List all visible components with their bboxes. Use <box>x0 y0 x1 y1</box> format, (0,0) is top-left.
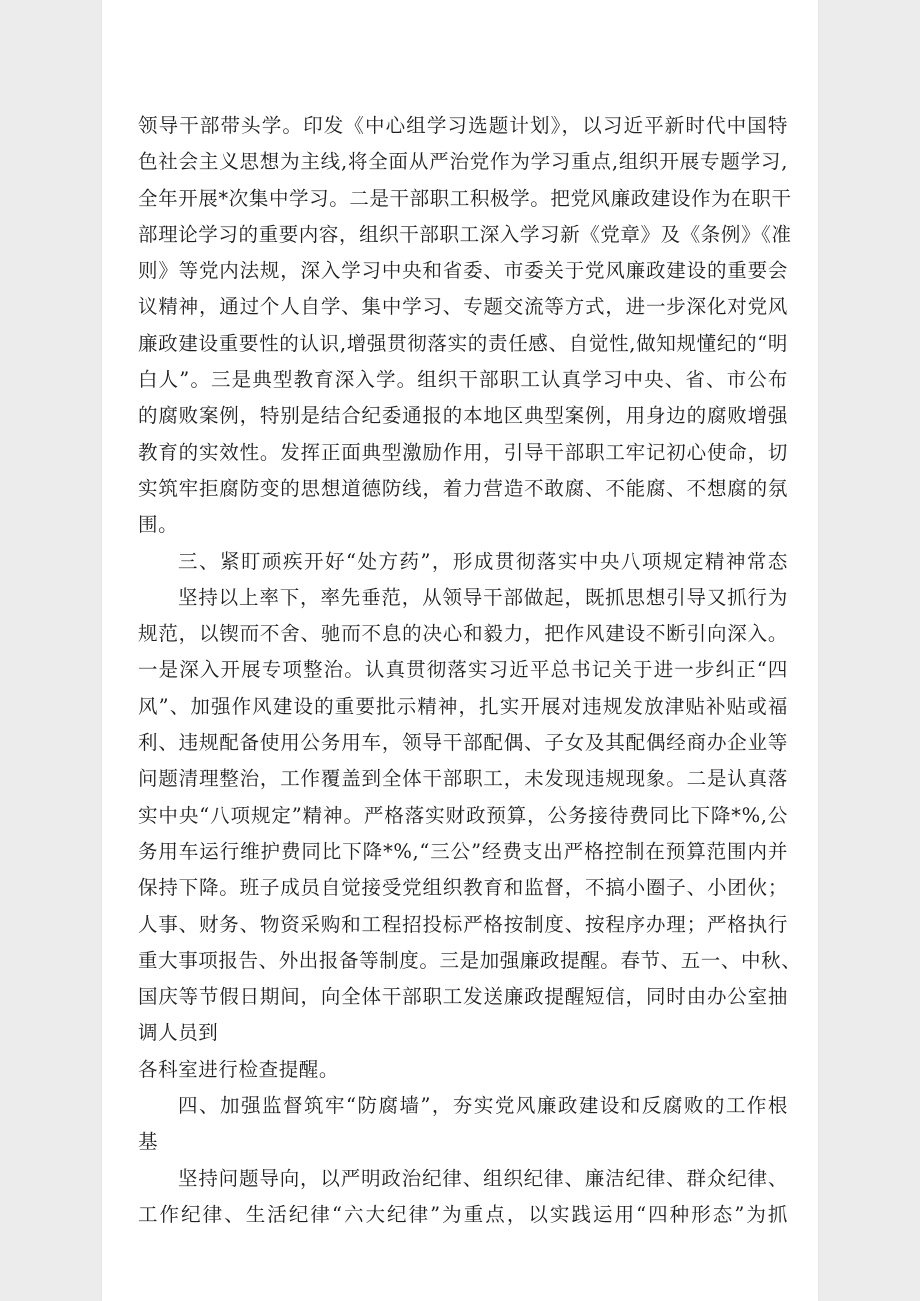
section-heading-3: 三、紧盯顽疾开好“处方药”，形成贯彻落实中央八项规定精神常态 <box>178 549 788 573</box>
document-body <box>138 108 802 1233</box>
text-line: 国庆等节假日期间，向全体干部职工发送廉政提醒短信，同时由办公室抽 <box>138 985 788 1009</box>
text-line: 色社会主义思想为主线,将全面从严治党作为学习重点,组织开展专题学习, <box>138 150 788 174</box>
text-line: 一是深入开展专项整治。认真贯彻落实习近平总书记关于进一步纠正“四 <box>138 658 788 682</box>
text-line: 利、违规配备使用公务用车，领导干部配偶、子女及其配偶经商办企业等 <box>138 731 788 755</box>
text-line: 实筑牢拒腐防变的思想道德防线，着力营造不敢腐、不能腐、不想腐的氛 <box>138 476 788 500</box>
text-line: 则》等党内法规，深入学习中央和省委、市委关于党风廉政建设的重要会 <box>138 259 788 283</box>
text-line: 的腐败案例，特别是结合纪委通报的本地区典型案例，用身边的腐败增强 <box>138 404 788 428</box>
document-page <box>102 0 818 1301</box>
text-line: 工作纪律、生活纪律“六大纪律”为重点，以实践运用“四种形态”为抓 <box>138 1202 788 1226</box>
text-line: 人事、财务、物资采购和工程招投标严格按制度、按程序办理；严格执行 <box>138 912 788 936</box>
text-line: 务用车运行维护费同比下降*%,“三公”经费支出严格控制在预算范围内并 <box>138 839 788 863</box>
text-line: 保持下降。班子成员自觉接受党组织教育和监督，不搞小圈子、小团伙； <box>138 876 788 900</box>
text-line: 领导干部带头学。印发《中心组学习选题计划》，以习近平新时代中国特 <box>138 114 788 137</box>
text-line: 围。 <box>138 513 179 537</box>
text-line: 廉政建设重要性的认识,增强贯彻落实的责任感、自觉性,做知规懂纪的“明 <box>138 331 788 355</box>
section-heading-4: 四、加强监督筑牢“防腐墙”，夯实党风廉政建设和反腐败的工作根 <box>178 1094 788 1118</box>
text-line: 部理论学习的重要内容，组织干部职工深入学习新《党章》及《条例》《准 <box>138 222 792 246</box>
section-heading-4-continued: 基 <box>138 1130 159 1154</box>
text-line: 重大事项报告、外出报备等制度。三是加强廉政提醒。春节、五一、中秋、 <box>138 948 802 972</box>
text-line: 实中央“八项规定”精神。严格落实财政预算，公务接待费同比下降*%,公 <box>138 803 788 827</box>
text-line: 各科室进行检查提醒。 <box>138 1057 340 1081</box>
text-line: 教育的实效性。发挥正面典型激励作用，引导干部职工牢记初心使命，切 <box>138 440 788 464</box>
text-line: 议精神，通过个人自学、集中学习、专题交流等方式，进一步深化对党风 <box>138 295 788 319</box>
text-line: 坚持问题导向，以严明政治纪律、组织纪律、廉洁纪律、群众纪律、 <box>178 1166 788 1190</box>
text-line: 问题清理整治，工作覆盖到全体干部职工，未发现违规现象。二是认真落 <box>138 767 788 791</box>
text-line: 白人”。三是典型教育深入学。组织干部职工认真学习中央、省、市公布 <box>138 368 788 392</box>
text-line: 坚持以上率下，率先垂范，从领导干部做起，既抓思想引导又抓行为 <box>178 585 788 609</box>
text-line: 规范，以锲而不舍、驰而不息的决心和毅力，把作风建设不断引向深入。 <box>138 622 788 646</box>
text-line: 调人员到 <box>138 1021 219 1045</box>
text-line: 风”、加强作风建设的重要批示精神，扎实开展对违规发放津贴补贴或福 <box>138 694 788 718</box>
text-line: 全年开展*次集中学习。二是干部职工积极学。把党风廉政建设作为在职干 <box>138 186 792 210</box>
